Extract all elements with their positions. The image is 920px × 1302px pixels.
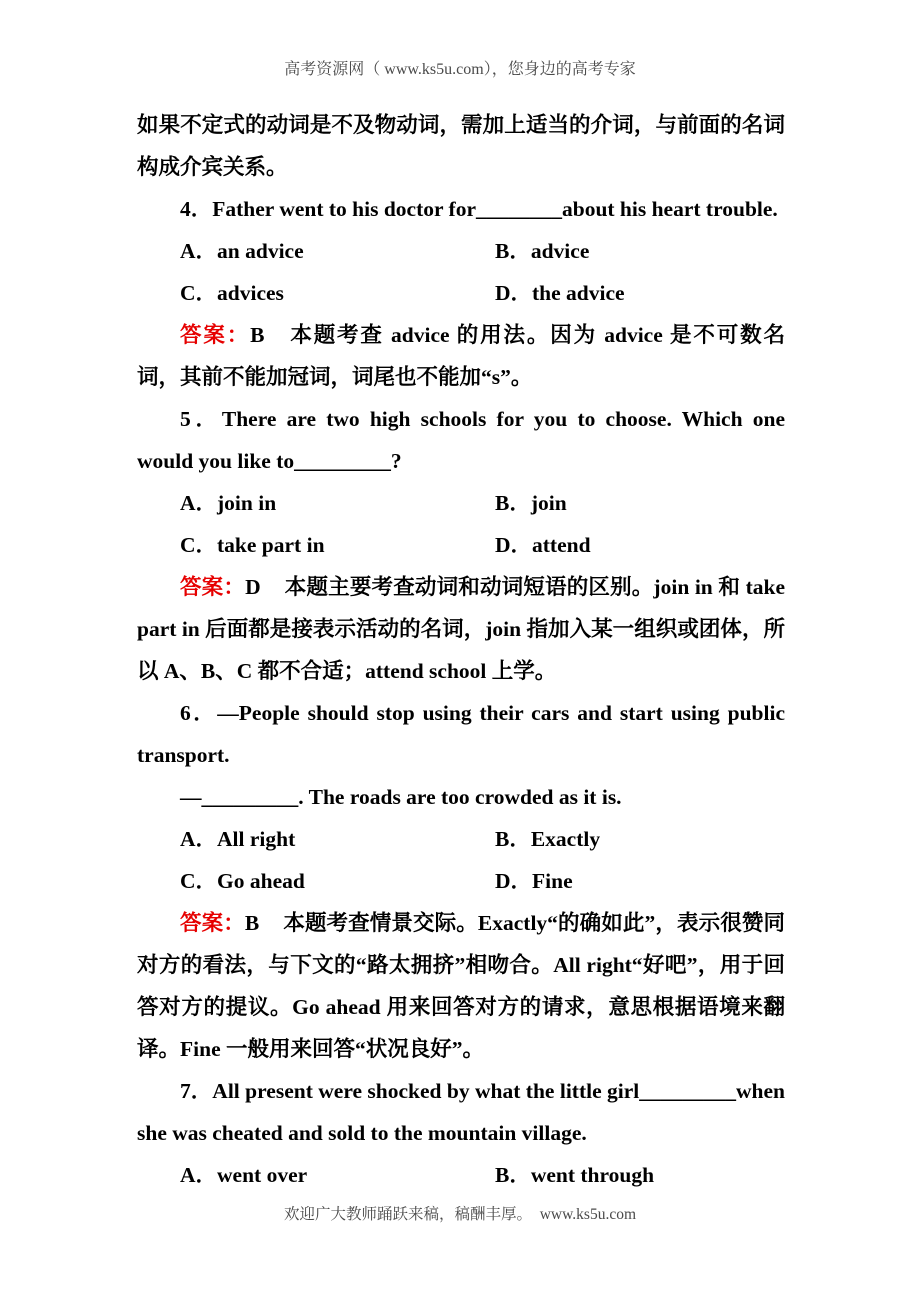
answer-label: 答案： xyxy=(180,323,251,347)
question-7-option-a: A．went over xyxy=(180,1163,308,1187)
site-footer xyxy=(0,1202,920,1228)
question-5-options-row-ab xyxy=(137,482,785,524)
site-header-text: 高考资源网（ www.ks5u.com），您身边的高考专家 xyxy=(284,61,636,78)
answer-letter: B xyxy=(250,323,265,347)
site-footer-text: 欢迎广大教师踊跃来稿，稿酬丰厚。 www.ks5u.com xyxy=(283,1206,637,1223)
answer-explanation: 本题主要考查动词和动词短语的区别。join in 和 take part in 后面都是接表示活动的名词，join 指加入某一组织或团体，所以 A、B、C 都不合适；attend school 上学。 xyxy=(137,575,785,683)
question-4-option-b: B．advice xyxy=(495,239,590,263)
question-5-option-d: D．attend xyxy=(495,533,591,557)
question-4-answer xyxy=(137,314,785,398)
document-body xyxy=(137,104,785,1196)
question-7-option-b: B．went through xyxy=(495,1163,655,1187)
question-4-options-row-cd xyxy=(137,272,785,314)
answer-letter: D xyxy=(245,575,261,599)
answer-explanation: 本题考查情景交际。Exactly“的确如此”，表示很赞同对方的看法，与下文的“路太拥挤”相吻合。All right“好吧”，用于回答对方的提议。Go ahead 用来回答对方的请求，意思根据语境来翻译。Fine 一般用来回答“状况良好”。 xyxy=(137,911,785,1061)
site-header xyxy=(0,58,920,82)
question-6-option-d: D．Fine xyxy=(495,869,573,893)
answer-label: 答案： xyxy=(180,911,245,935)
question-4-options-row-ab xyxy=(137,230,785,272)
question-4-option-c: C．advices xyxy=(180,281,284,305)
question-5-answer xyxy=(137,566,785,692)
question-5-options-row-cd xyxy=(137,524,785,566)
question-6-answer xyxy=(137,902,785,1070)
question-6-reply-line: —_________. The roads are too crowded as it is. xyxy=(180,785,622,809)
answer-label: 答案： xyxy=(180,575,246,599)
answer-letter: B xyxy=(244,911,260,935)
answer-explanation: 本题考查 advice 的用法。因为 advice 是不可数名词，其前不能加冠词，词尾也不能加“s”。 xyxy=(137,323,785,389)
question-5-option-a: A．join in xyxy=(180,491,277,515)
question-5-stem: 5．There are two high schools for you to choose. Which one would you like to_________? xyxy=(137,407,785,473)
question-6-stem: 6．—People should stop using their cars and start using public transport. xyxy=(137,701,785,767)
question-6-option-b: B．Exactly xyxy=(495,827,601,851)
question-4-option-d: D．the advice xyxy=(495,281,625,305)
question-6-option-c: C．Go ahead xyxy=(180,869,305,893)
question-6-option-a: A．All right xyxy=(180,827,296,851)
question-6-options-row-ab xyxy=(137,818,785,860)
question-5-option-c: C．take part in xyxy=(180,533,325,557)
question-7-stem: 7．All present were shocked by what the little girl_________when she was cheated and sold to the mountain village. xyxy=(137,1079,785,1145)
question-7-options-row-ab xyxy=(137,1154,785,1196)
question-4-option-a: A．an advice xyxy=(180,239,304,263)
question-4-stem: 4．Father went to his doctor for________about his heart trouble. xyxy=(180,197,778,221)
question-6-options-row-cd xyxy=(137,860,785,902)
intro-paragraph: 如果不定式的动词是不及物动词，需加上适当的介词，与前面的名词构成介宾关系。 xyxy=(137,113,785,179)
question-5-option-b: B．join xyxy=(495,491,567,515)
